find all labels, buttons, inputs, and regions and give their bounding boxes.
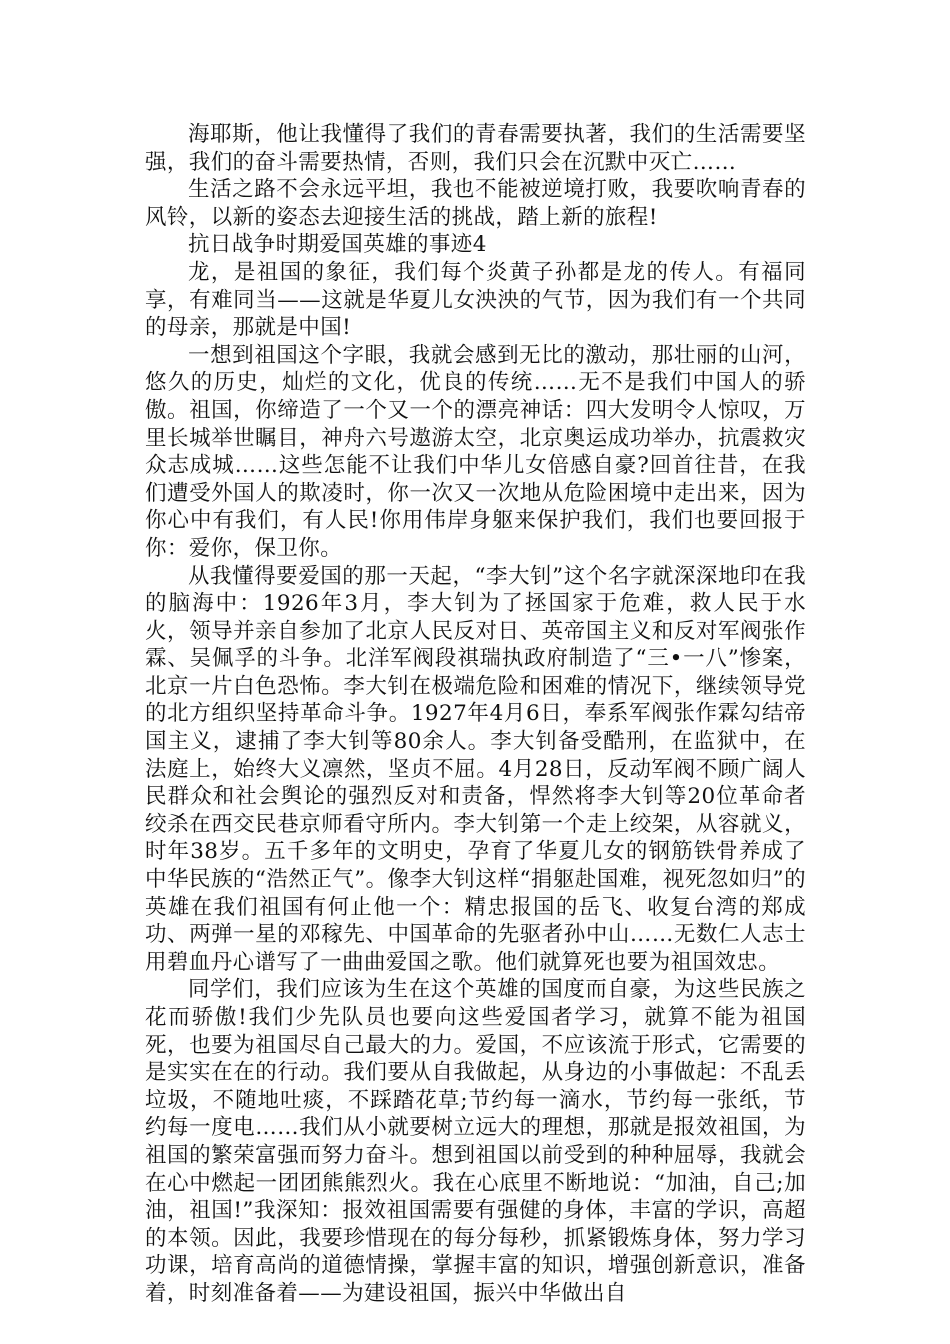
paragraph-li-dazhao: 从我懂得要爱国的那一天起，“李大钊”这个名字就深深地印在我的脑海中：1926年3月，李大钊为了拯国家于危难，救人民于水火，领导并亲自参加了北京人民反对日、英帝国主义和反对军阀张作霖、吴佩孚的斗争。北洋军阀段祺瑞执政府制造了“三•一八”惨案，北京一片白色恐怖。李大钊在极端危险和困难的情况下，继续领导党的北方组织坚持革命斗争。1927年4月6日，奉系军阀张作霖勾结帝国主义，逮捕了李大钊等80余人。李大钊备受酷刑，在监狱中，在法庭上，始终大义凛然，坚贞不屈。4月28日，反动军阀不顾广阔人民群众和社会舆论的强烈反对和责备，悍然将李大钊等20位革命者绞杀在西交民巷京师看守所内。李大钊第一个走上绞架，从容就义，时年38岁。五千多年的文明史，孕育了华夏儿女的钢筋铁骨养成了中华民族的“浩然正气”。像李大钊这样“捐躯赴国难，视死忽如归”的英雄在我们祖国有何止他一个：精忠报国的岳飞、收复台湾的郑成功、两弹一星的邓稼先、中国革命的先驱者孙中山……无数仁人志士用碧血丹心谱写了一曲曲爱国之歌。他们就算死也要为祖国效忠。 xyxy=(145,563,806,975)
paragraph-life-road: 生活之路不会永远平坦，我也不能被逆境打败，我要吹响青春的风铃，以新的姿态去迎接生活的挑战，踏上新的旅程! xyxy=(145,177,806,230)
paragraph-hayes-closing: 海耶斯，他让我懂得了我们的青春需要执著，我们的生活需要坚强，我们的奋斗需要热情，否则，我们只会在沉默中灭亡…… xyxy=(145,122,806,175)
document-body xyxy=(145,121,806,1308)
paragraph-classmates: 同学们，我们应该为生在这个英雄的国度而自豪，为这些民族之花而骄傲!我们少先队员也要向这些爱国者学习，就算不能为祖国死，也要为祖国尽自己最大的力。爱国，不应该流于形式，它需要的是实实在在的行动。我们要从自我做起，从身边的小事做起：不乱丢垃圾，不随地吐痰，不踩踏花草;节约每一滴水，节约每一张纸，节约每一度电……我们从小就要树立远大的理想，那就是报效祖国，为祖国的繁荣富强而努力奋斗。想到祖国以前受到的种种屈辱，我就会在心中燃起一团团熊熊烈火。我在心底里不断地说：“加油，自己;加油，祖国!”我深知：报效祖国需要有强健的身体，丰富的学识，高超的本领。因此，我要珍惜现在的每分每秒，抓紧锻炼身体，努力学习功课，培育高尚的道德情操，掌握丰富的知识，增强创新意识，准备着，时刻准备着——为建设祖国，振兴中华做出自 xyxy=(145,977,806,1306)
paragraph-dragon: 龙，是祖国的象征，我们每个炎黄子孙都是龙的传人。有福同享，有难同当——这就是华夏儿女泱泱的气节，因为我们有一个共同的母亲，那就是中国! xyxy=(145,259,806,341)
paragraph-motherland: 一想到祖国这个字眼，我就会感到无比的激动，那壮丽的山河，悠久的历史，灿烂的文化，优良的传统……无不是我们中国人的骄傲。祖国，你缔造了一个又一个的漂亮神话：四大发明令人惊叹，万里长城举世瞩目，神舟六号遨游太空，北京奥运成功举办，抗震救灾众志成城……这些怎能不让我们中华儿女倍感自豪?回首往昔，在我们遭受外国人的欺凌时，你一次又一次地从危险困境中走出来，因为你心中有我们，有人民!你用伟岸身躯来保护我们，我们也要回报于你：爱你，保卫你。 xyxy=(145,342,806,561)
section-title: 抗日战争时期爱国英雄的事迹4 xyxy=(188,232,487,258)
